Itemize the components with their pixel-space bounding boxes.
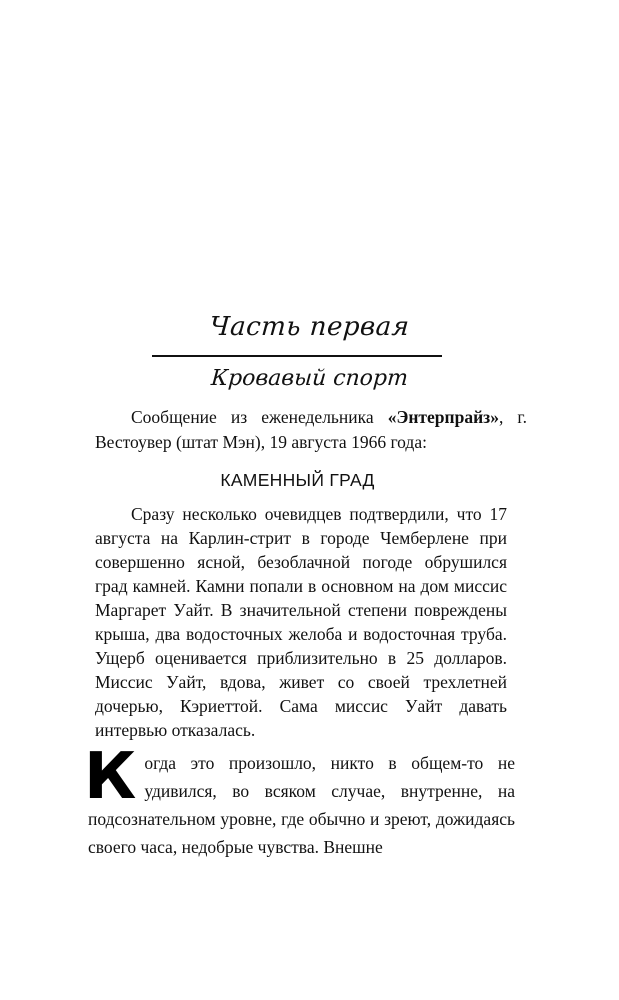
drop-cap: К	[84, 740, 137, 814]
intro-text-before: Сообщение из еженедельника	[131, 407, 388, 427]
part-title: Часть первая	[208, 312, 411, 342]
article-block	[95, 502, 507, 742]
article-text: Сразу несколько очевидцев подтвердили, что 17 августа на Карлин-стрит в городе Чемберлене при совершенно ясной, безоблачной погоде обрушился град камней. Камни попали в основном на дом миссис Маргарет Уайт. В значительной степени повреждены крыша, два водосточных желоба и водосточная труба. Ущерб оценивается приблизительно в 25 долларов. Миссис Уайт, вдова, живет со своей трехлетней дочерью, Кэриеттой. Сама миссис Уайт давать интервью отказалась.	[95, 504, 507, 740]
main-text	[84, 740, 515, 861]
intro-paragraph	[95, 405, 527, 455]
title-divider	[152, 355, 442, 357]
newspaper-name: «Энтерпрайз»	[387, 407, 499, 427]
intro-text-after: , г. Вестоувер (штат Мэн), 19 августа 1966 года:	[95, 407, 527, 452]
chapter-title: Кровавый спорт	[210, 366, 409, 391]
article-headline: КАМЕННЫЙ ГРАД	[220, 470, 375, 490]
main-text-content: огда это произошло, никто в общем-то не удивился, во всяком случае, внутренне, на подсознательном уровне, где обычно и зреют, дожидаясь своего часа, недобрые чувства. Внешне	[88, 753, 515, 857]
